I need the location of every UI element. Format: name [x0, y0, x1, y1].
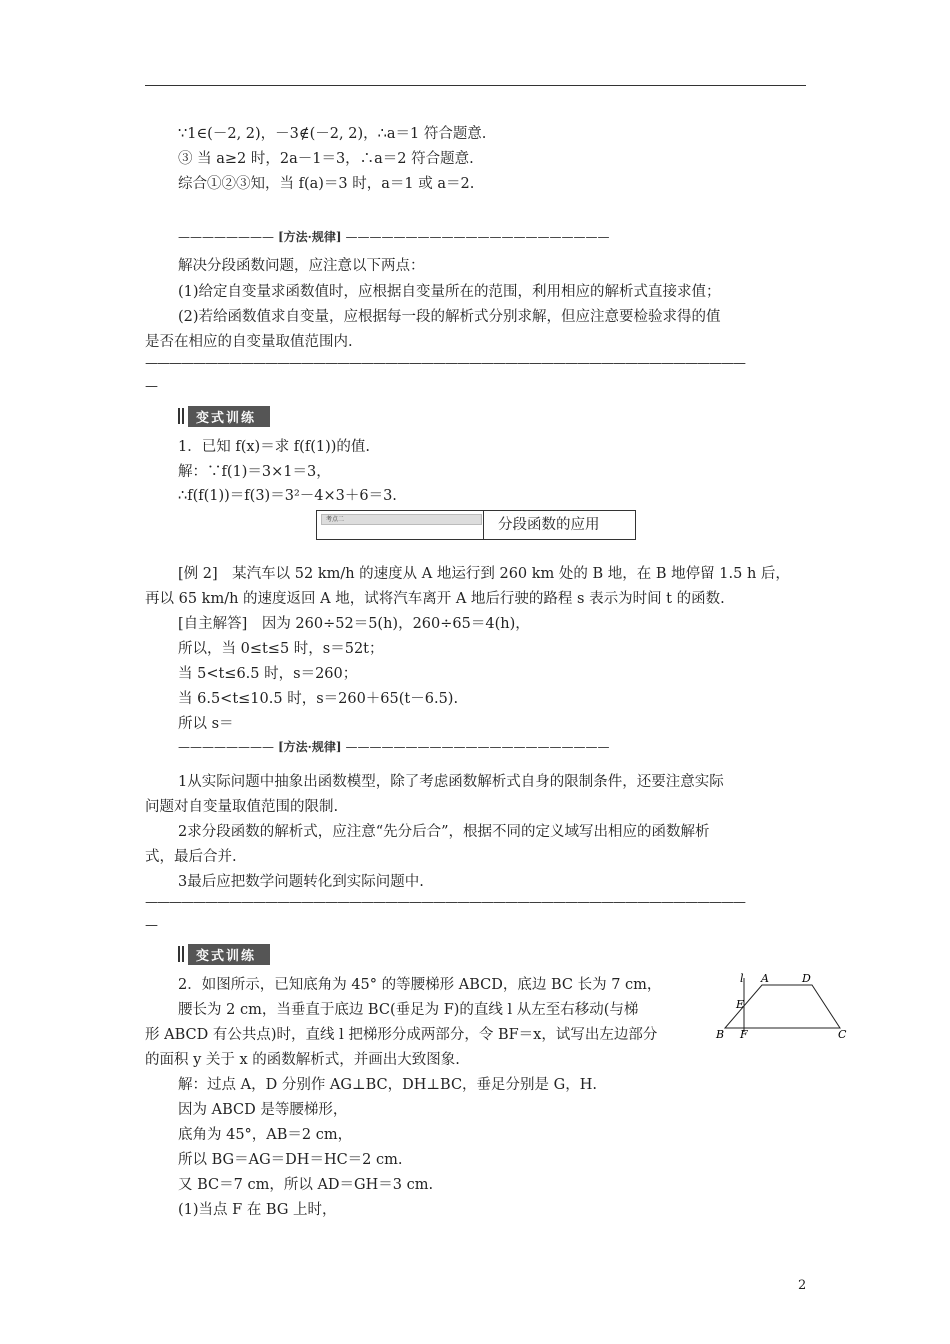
text-line: (1)当点 F 在 BG 上时，: [178, 1202, 337, 1218]
kaodian-title: 分段函数的应用: [498, 517, 600, 533]
text-line: 综合①②③知，当 f(a)＝3 时，a＝1 或 a＝2.: [178, 176, 475, 192]
text-line: 的面积 y 关于 x 的函数解析式，并画出大致图象.: [145, 1052, 460, 1068]
separator-dashes: ——————————————————————————————————————————————————: [145, 356, 745, 371]
text-line: 解：∵f(1)＝3×1＝3，: [178, 464, 331, 480]
method-rule-heading: [178, 228, 610, 245]
practice-badge: [178, 944, 270, 964]
text-line: 解决分段函数问题，应注意以下两点：: [178, 258, 425, 274]
text-line: 又 BC＝7 cm，所以 AD＝GH＝3 cm.: [178, 1177, 434, 1193]
badge-label: 变式训练: [188, 944, 270, 965]
label-l: l: [740, 972, 744, 985]
separator-dash-end: —: [145, 918, 157, 933]
badge-label: 变式训练: [188, 406, 270, 427]
trapezoid-diagram: [712, 970, 852, 1040]
text-line: ③ 当 a≥2 时，2a－1＝3，∴a＝2 符合题意.: [178, 151, 474, 167]
text-line: 式，最后合并.: [145, 849, 237, 865]
text-line: (2)若给函数值求自变量，应根据每一段的解析式分别求解，但应注意要检验求得的值: [178, 309, 721, 325]
kaodian-tag-cell: [317, 511, 484, 539]
label-C: C: [838, 1028, 847, 1040]
text-line: 形 ABCD 有公共点)时，直线 l 把梯形分成两部分，令 BF＝x，试写出左边部分: [145, 1027, 658, 1043]
text-line: 所以 BG＝AG＝DH＝HC＝2 cm.: [178, 1152, 403, 1168]
text-line: 底角为 45°，AB＝2 cm，: [178, 1127, 353, 1143]
method-label: [方法·规律]: [278, 740, 342, 754]
kaodian-tag: 考点二: [321, 514, 482, 525]
separator-dash-end: —: [145, 379, 157, 394]
text-line: 当 6.5<t≤10.5 时，s＝260＋65(t－6.5).: [178, 691, 459, 707]
text-line: [例 2] 某汽车以 52 km/h 的速度从 A 地运行到 260 km 处的 B 地，在 B 地停留 1.5 h 后，: [178, 566, 790, 582]
text-line: ∴f(f(1))＝f(3)＝3²－4×3＋6＝3.: [178, 488, 397, 504]
method-label: [方法·规律]: [278, 230, 342, 244]
header-rule: [145, 85, 806, 86]
text-line: (1)给定自变量求函数值时，应根据自变量所在的范围，利用相应的解析式直接求值；: [178, 284, 721, 300]
label-F: F: [740, 1028, 748, 1040]
text-line: 所以 s＝: [178, 716, 234, 732]
separator-dashes: ——————————————————————————————————————————————————: [145, 895, 745, 910]
text-line: ∵1∈(－2, 2)，－3∉(－2, 2)，∴a＝1 符合题意.: [178, 126, 487, 142]
label-D: D: [802, 972, 811, 985]
text-line: 3最后应把数学问题转化到实际问题中.: [178, 874, 424, 890]
page-number: 2: [798, 1278, 807, 1293]
badge-bars-icon: [178, 946, 184, 962]
method-dash-left: ————————: [178, 230, 274, 244]
text-line: 1．已知 f(x)＝求 f(f(1))的值.: [178, 439, 370, 455]
kaodian-box: [316, 510, 636, 540]
label-A: A: [761, 972, 769, 985]
text-line: 因为 ABCD 是等腰梯形，: [178, 1102, 348, 1118]
badge-bars-icon: [178, 408, 184, 424]
text-line: 再以 65 km/h 的速度返回 A 地，试将汽车离开 A 地后行驶的路程 s 表示为时间 t 的函数.: [145, 591, 725, 607]
text-line: 问题对自变量取值范围的限制.: [145, 799, 339, 815]
label-B: B: [716, 1028, 725, 1040]
text-line: 是否在相应的自变量取值范围内.: [145, 334, 353, 350]
text-line: 1从实际问题中抽象出函数模型，除了考虑函数解析式自身的限制条件，还要注意实际: [178, 774, 724, 790]
method-dash-left: ————————: [178, 740, 274, 754]
text-line: 腰长为 2 cm，当垂直于底边 BC(垂足为 F)的直线 l 从左至右移动(与梯: [178, 1002, 639, 1018]
method-rule-heading: [178, 738, 610, 755]
label-E: E: [736, 998, 745, 1011]
text-line: 解：过点 A，D 分别作 AG⊥BC，DH⊥BC，垂足分别是 G，H.: [178, 1077, 598, 1093]
practice-badge: [178, 406, 270, 426]
text-line: 2．如图所示，已知底角为 45° 的等腰梯形 ABCD，底边 BC 长为 7 cm，: [178, 977, 662, 993]
method-dash-right: ——————————————————————: [345, 230, 610, 244]
text-line: 所以，当 0≤t≤5 时，s＝52t；: [178, 641, 384, 657]
method-dash-right: ——————————————————————: [345, 740, 610, 754]
text-line: 当 5<t≤6.5 时，s＝260；: [178, 666, 358, 682]
text-line: 2求分段函数的解析式，应注意“先分后合”，根据不同的定义域写出相应的函数解析: [178, 824, 710, 840]
text-line: [自主解答] 因为 260÷52＝5(h)，260÷65＝4(h)，: [178, 616, 530, 632]
